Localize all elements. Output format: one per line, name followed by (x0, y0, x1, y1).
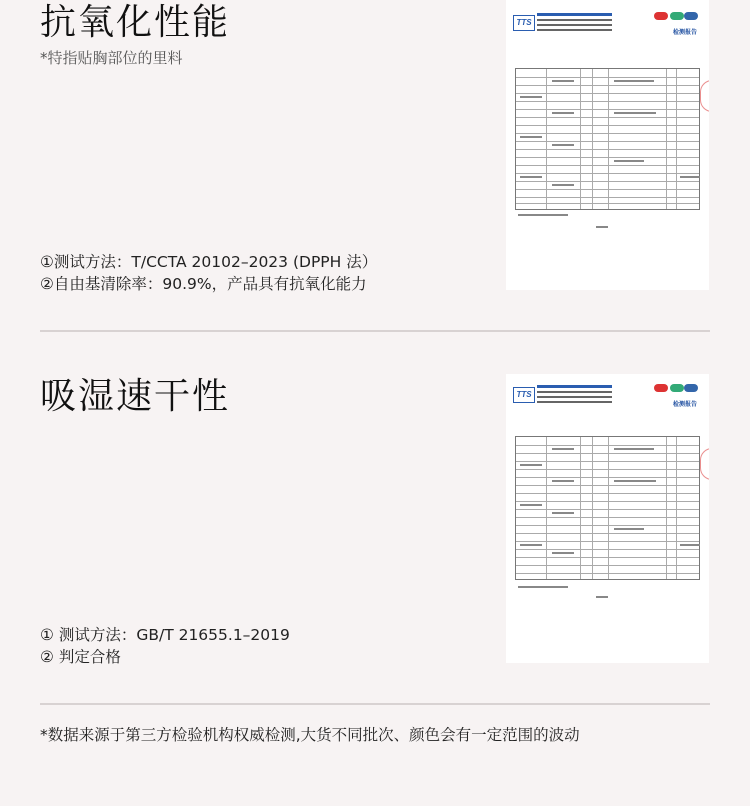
test-report-image (506, 0, 709, 290)
report-table (515, 68, 700, 210)
section-divider (40, 330, 710, 332)
test-method-text: ①测试方法：T/CCTA 20102–2023 (DPPH 法） (40, 253, 378, 271)
report-table (515, 436, 700, 580)
tts-logo: TTS (513, 387, 535, 403)
section-title: 吸湿速干性 (40, 376, 231, 417)
data-source-footnote: *数据来源于第三方检验机构权威检测,大货不同批次、颜色会有一定范围的波动 (40, 726, 580, 744)
test-report-image (506, 374, 709, 663)
result-text: ② 判定合格 (40, 648, 121, 666)
section-divider (40, 703, 710, 705)
section-title: 抗氧化性能 (40, 2, 231, 43)
report-heading: 检测报告 (672, 401, 697, 408)
test-method-text: ① 测试方法：GB/T 21655.1–2019 (40, 626, 290, 644)
tts-logo: TTS (513, 15, 535, 31)
section-subtitle: *特指贴胸部位的里料 (40, 49, 183, 67)
report-heading: 检测报告 (672, 29, 697, 36)
result-text: ②自由基清除率：90.9%，产品具有抗氧化能力 (40, 275, 367, 293)
